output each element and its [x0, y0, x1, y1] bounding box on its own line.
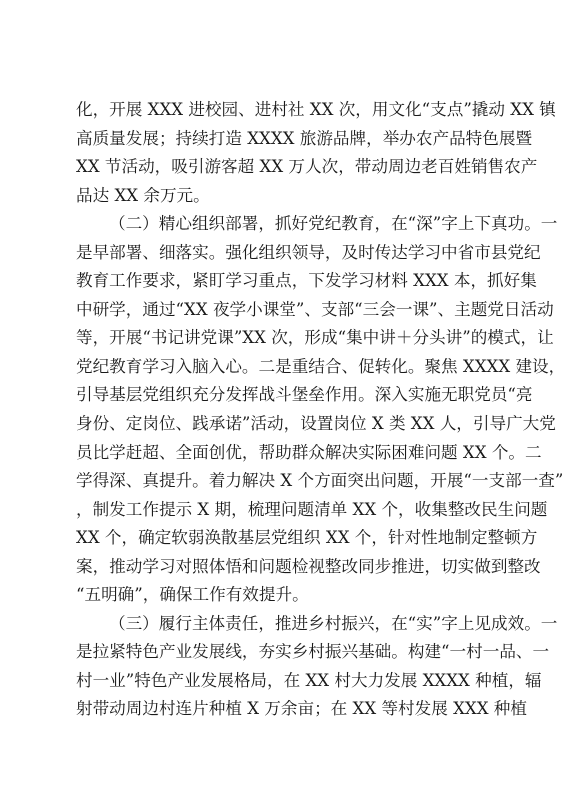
text-line: 学得深、真提升。着力解决 X 个方面突出问题，开展“一支部一查”: [76, 471, 564, 491]
text-line: 化，开展 XXX 进校园、进村社 XX 次，用文化“支点”撬动 XX 镇: [76, 100, 556, 119]
text-line: ，制发工作提示 X 期，梳理问题清单 XX 个，收集整改民生问题: [76, 499, 548, 519]
text-line: “五明确”，确保工作有效提升。: [76, 585, 309, 605]
text-line: 引导基层党组织充分发挥战斗堡垒作用。深入实施无职党员“亮: [76, 385, 533, 405]
text-line: XX 节活动，吸引游客超 XX 万人次，带动周边老百姓销售农产: [76, 157, 538, 177]
text-line: 身份、定岗位、践承诺”活动，设置岗位 X 类 XX 人，引导广大党: [76, 414, 556, 434]
text-line: 品达 XX 余万元。: [76, 185, 210, 205]
text-line: 员比学赶超、全面创优，帮助群众解决实际困难问题 XX 个。二: [76, 442, 542, 462]
text-line: 教育工作要求，紧盯学习重点，下发学习材料 XXX 本，抓好集: [76, 271, 537, 291]
text-line: 中研学，通过“XX 夜学小课堂”、支部“三会一课”、主题党日活动: [76, 299, 554, 319]
text-line: 高质量发展；持续打造 XXXX 旅游品牌，举办农产品特色展暨: [76, 128, 533, 148]
text-line: 村一业”特色产业发展格局，在 XX 村大力发展 XXXX 种植，辐: [76, 670, 542, 690]
text-line: 案，推动学习对照体悟和问题检视整改同步推进，切实做到整改: [76, 556, 541, 576]
text-line: 射带动周边村连片种植 X 万余亩；在 XX 等村发展 XXX 种植: [76, 699, 527, 719]
text-line: 等，开展“书记讲党课”XX 次，形成“集中讲＋分头讲”的模式，让: [76, 328, 554, 348]
text-line: XX 个，确定软弱涣散基层党组织 XX 个，针对性地制定整顿方: [76, 528, 538, 548]
text-line: 是拉紧特色产业发展线，夯实乡村振兴基础。构建“一村一品、一: [76, 642, 550, 662]
text-line: 是早部署、细落实。强化组织领导，及时传达学习中省市县党纪: [76, 242, 541, 262]
text-line: 党纪教育学习入脑入心。二是重结合、促转化。聚焦 XXXX 建设，: [76, 356, 566, 376]
body-text: [76, 96, 566, 724]
section-heading-line: （二）精心组织部署，抓好党纪教育，在“深”字上下真功。一: [109, 214, 558, 234]
section-heading-line: （三）履行主体责任，推进乡村振兴，在“实”字上见成效。一: [109, 613, 558, 633]
